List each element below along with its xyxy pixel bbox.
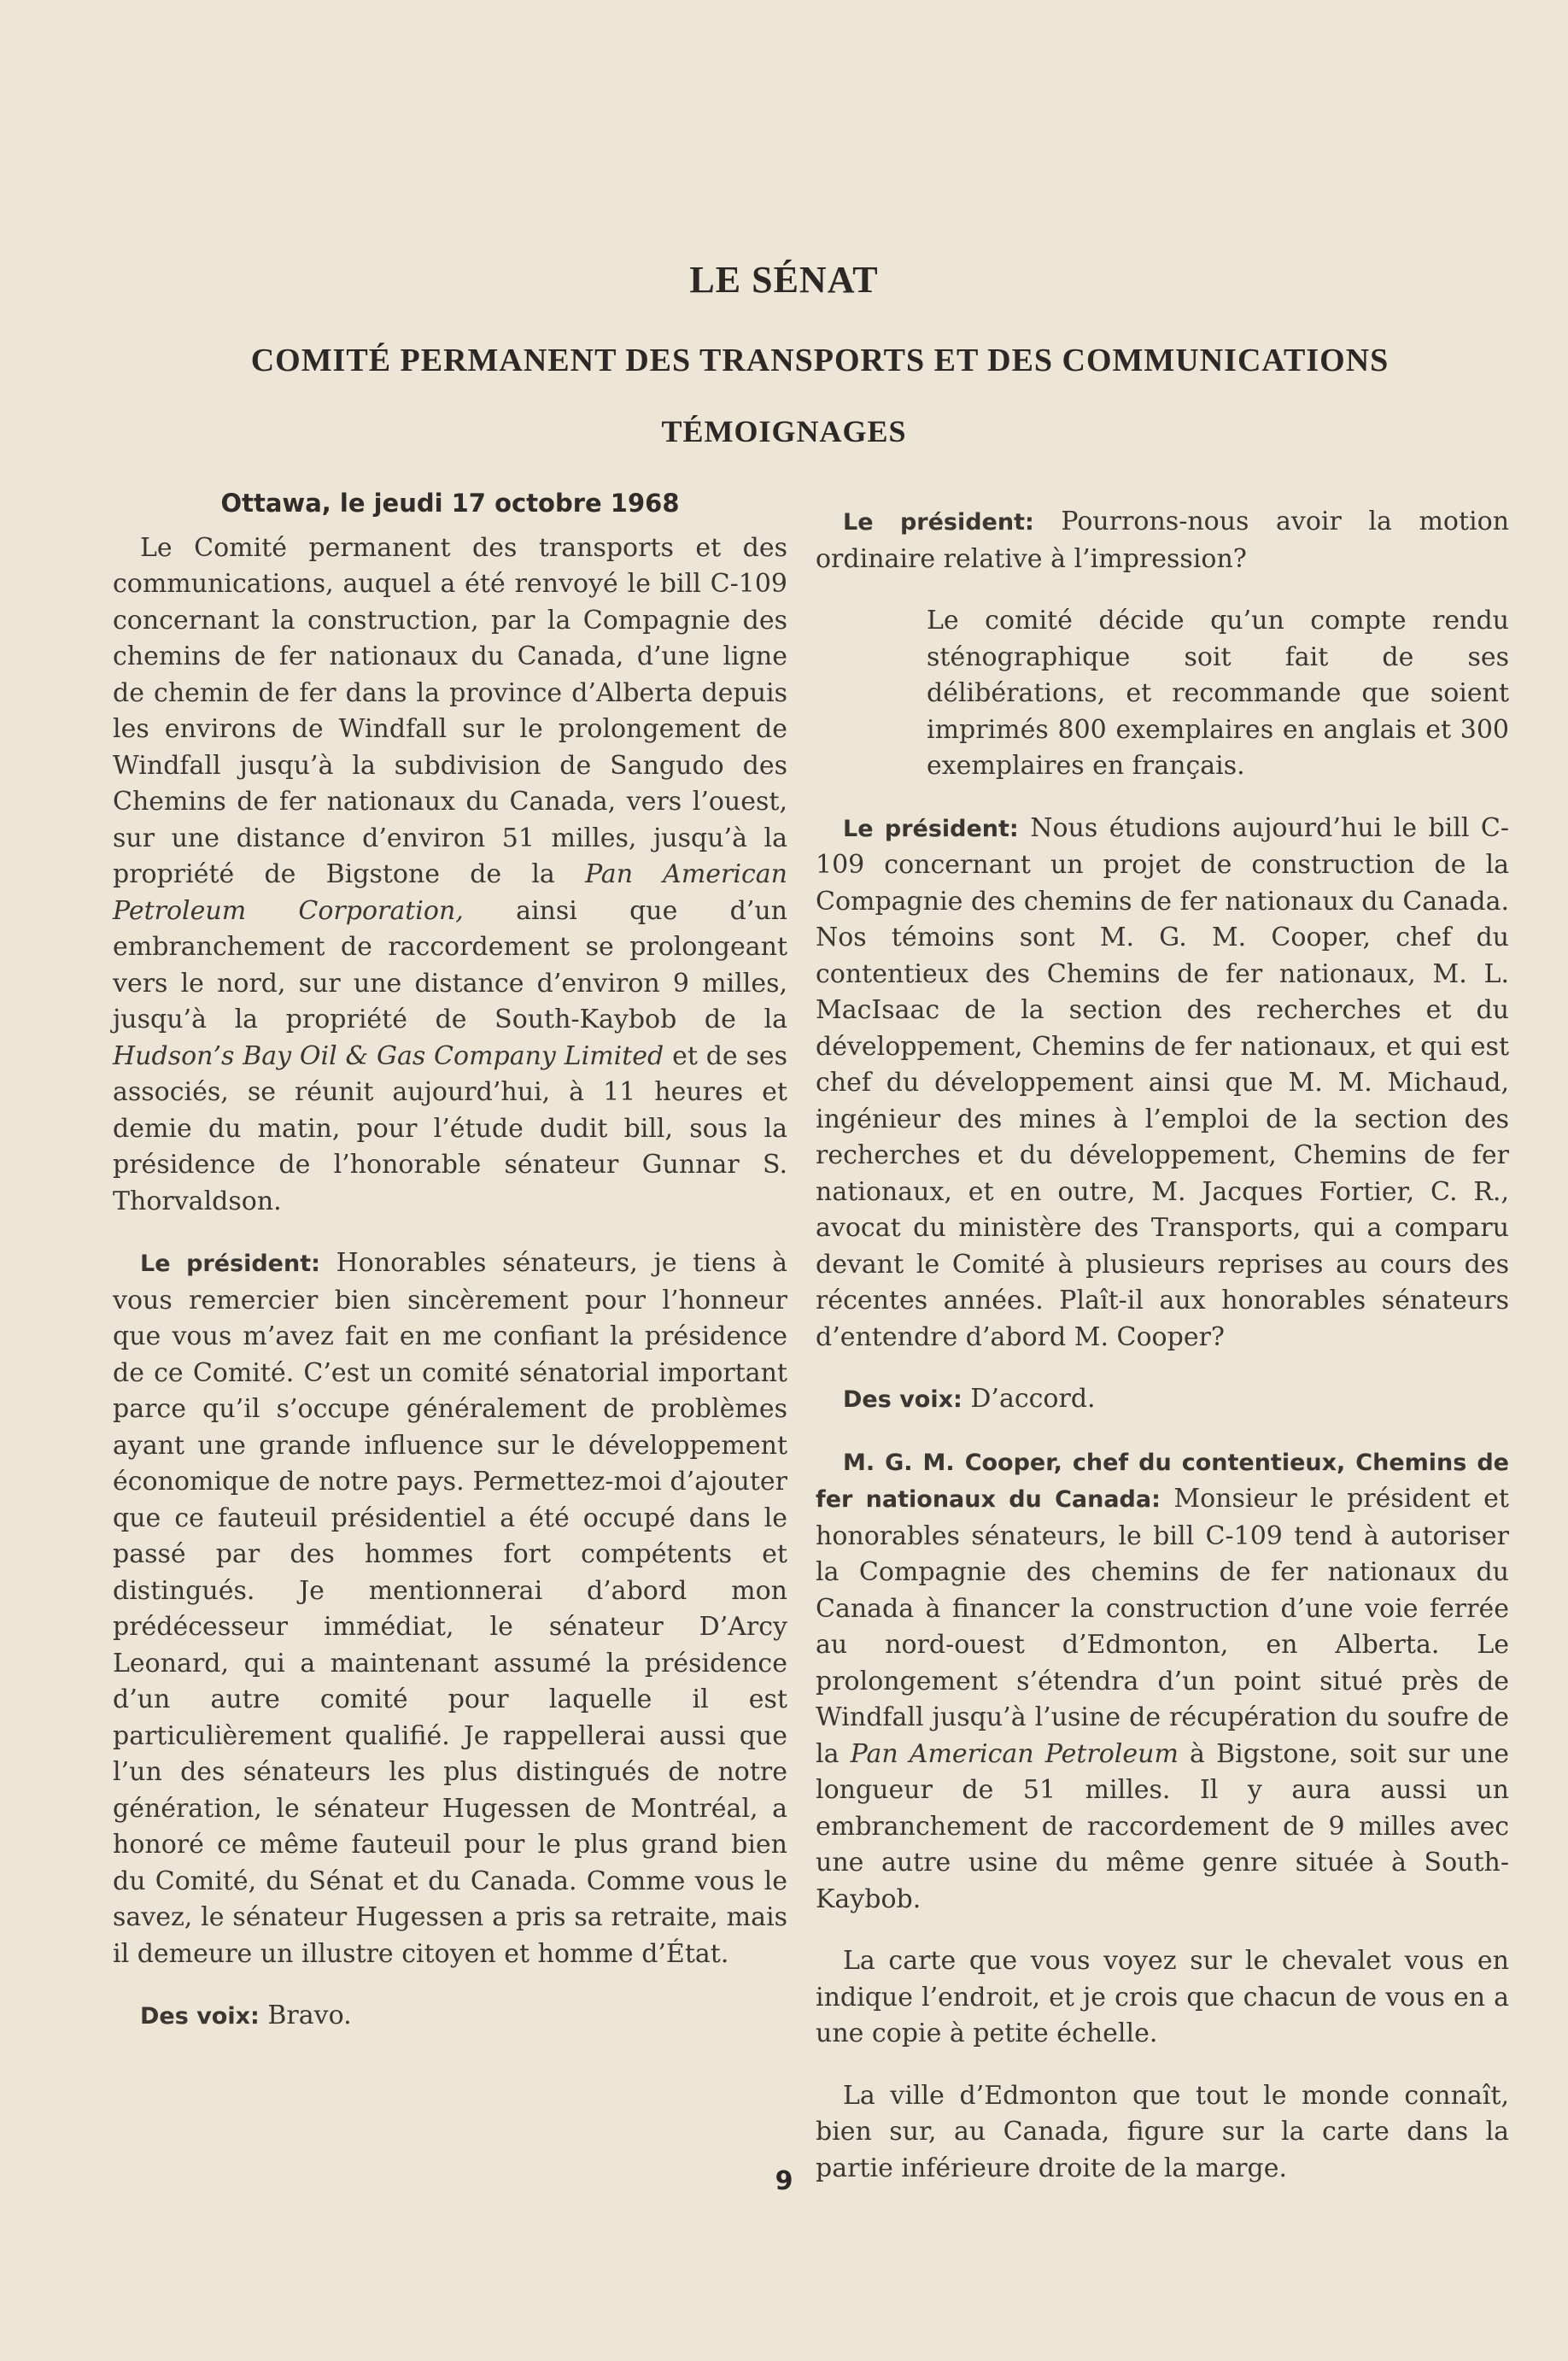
speaker-label: M. G. M. Cooper, chef du contentieux, Chemins de fer nationaux du Canada: xyxy=(816,1449,1509,1513)
speech-paragraph xyxy=(816,811,1509,1356)
body-paragraph: La carte que vous voyez sur le chevalet vous en indique l’endroit, et je crois que chacun de vous en a une copie à petite échelle. xyxy=(816,1946,1509,2048)
right-column xyxy=(816,504,1509,2212)
speech-text: Bravo. xyxy=(259,2001,352,2030)
text-run: ainsi que d’un embranchement de raccordement se prolongeant vers le nord, sur une distance d’environ 9 milles, jusqu’à la propriété de South-Kaybob de la xyxy=(113,895,787,1034)
text-run: Le Comité permanent des transports et des communications, auquel a été renvoyé le bill C-109 concernant la construction, par la Compagnie des chemins de fer nationaux du Canada, d’une ligne de chemin de fer dans la province d’Alberta depuis les environs de Windfall sur le prolongement de Windfall jusqu’à la subdivision de Sangudo des Chemins de fer nationaux du Canada, vers l’ouest, sur une distance d’environ 51 milles, jusqu’à la propriété de Bigstone de la xyxy=(113,532,787,889)
committee-subtitle: COMITÉ PERMANENT DES TRANSPORTS ET DES COMMUNICATIONS xyxy=(250,343,1390,378)
italic-run: Pan American Petroleum Corporation, xyxy=(113,859,787,926)
section-heading: TÉMOIGNAGES xyxy=(661,414,907,448)
speech-text: Pourrons-nous avoir la motion ordinaire relative à l’impression? xyxy=(816,507,1510,574)
italic-run: Pan American Petroleum xyxy=(850,1738,1179,1769)
intro-paragraph xyxy=(113,530,787,1221)
speaker-label: Le président: xyxy=(843,815,1019,842)
speaker-label: Des voix: xyxy=(140,2003,260,2030)
speech-paragraph xyxy=(816,1444,1509,1919)
speech-paragraph xyxy=(816,1381,1509,1419)
left-column xyxy=(113,485,787,2061)
speech-paragraph xyxy=(113,1245,787,1972)
speech-text: Nous étudions aujourd’hui le bill C-109 concernant un projet de construction de la Compagnie des chemins de fer nationaux du Canada. Nos témoins sont M. G. M. Cooper, chef du contentieux des Chemins de fer nationaux, M. L. MacIsaac de la section des recherches et du développement, Chemins de fer nationaux, et qui est chef du développement ainsi que M. M. Michaud, ingénieur des mines à l’emploi de la section des recherches et du développement, Chemins de fer nationaux, et en outre, M. Jacques Fortier, C. R., avocat du ministère des Transports, qui a comparu devant le Comité à plusieurs reprises au cours des récentes années. Plaît-il aux honorables sénateurs d’entendre d’abord M. Cooper? xyxy=(816,812,1510,1352)
speaker-label: Le président: xyxy=(843,509,1034,536)
body-paragraph: La ville d’Edmonton que tout le monde connaît, bien sur, au Canada, figure sur la carte dans la partie inférieure droite de la marge. xyxy=(816,2080,1509,2183)
speech-text: Monsieur le président et honorables sénateurs, le bill C-109 tend à autoriser la Compagnie des chemins de fer nationaux du Canada à financer la construction d’une voie ferrée au nord-ouest d’Edmonton, en Alberta. Le prolongement s’étendra d’un point situé près de Windfall jusqu’à l’usine de récupération du soufre de la xyxy=(816,1484,1509,1769)
speaker-label: Des voix: xyxy=(843,1386,962,1413)
speech-text: D’accord. xyxy=(962,1384,1096,1414)
text-run: et de ses associés, se réunit aujourd’hui, à 11 heures et demie du matin, pour l’étude dudit bill, sous la présidence de l’honorable sénateur Gunnar S. Thorvaldson. xyxy=(113,1040,788,1216)
dateline: Ottawa, le jeudi 17 octobre 1968 xyxy=(220,489,680,518)
page-title: LE SÉNAT xyxy=(689,259,879,301)
italic-run: Hudson’s Bay Oil & Gas Company Limited xyxy=(113,1040,664,1071)
speech-paragraph xyxy=(816,504,1509,577)
speech-text: à Bigstone, soit sur une longueur de 51 milles. Il y aura aussi un embranchement de raccordement de 9 milles avec une autre usine du même genre située à South-Kaybob. xyxy=(816,1738,1509,1914)
speaker-label: Le président: xyxy=(140,1251,320,1277)
speech-paragraph xyxy=(113,1998,787,2036)
speech-text: Honorables sénateurs, je tiens à vous remercier bien sincèrement pour l’honneur que vous m’avez fait en me confiant la présidence de ce Comité. C’est un comité sénatorial important parce qu’il s’occupe généralement de problèmes ayant une grande influence sur le développement économique de notre pays. Permettez-moi d’ajouter que ce fauteuil présidentiel a été occupé dans le passé par des hommes fort compétents et distingués. Je mentionnerai d’abord mon prédécesseur immédiat, le sénateur D’Arcy Leonard, qui a maintenant assumé la présidence d’un autre comité pour laquelle il est particulièrement qualifié. Je rappellerai aussi que l’un des sénateurs les plus distingués de notre génération, le sénateur Hugessen de Montréal, a honoré ce même fauteuil pour le plus grand bien du Comité, du Sénat et du Canada. Comme vous le savez, le sénateur Hugessen a pris sa retraite, mais il demeure un illustre citoyen et homme d’État. xyxy=(113,1248,787,1969)
page-number: 9 xyxy=(775,2166,793,2196)
motion-paragraph: Le comité décide qu’un compte rendu sténographique soit fait de ses délibérations, et recommande que soient imprimés 800 exemplaires en anglais et 300 exemplaires en français. xyxy=(927,606,1509,781)
